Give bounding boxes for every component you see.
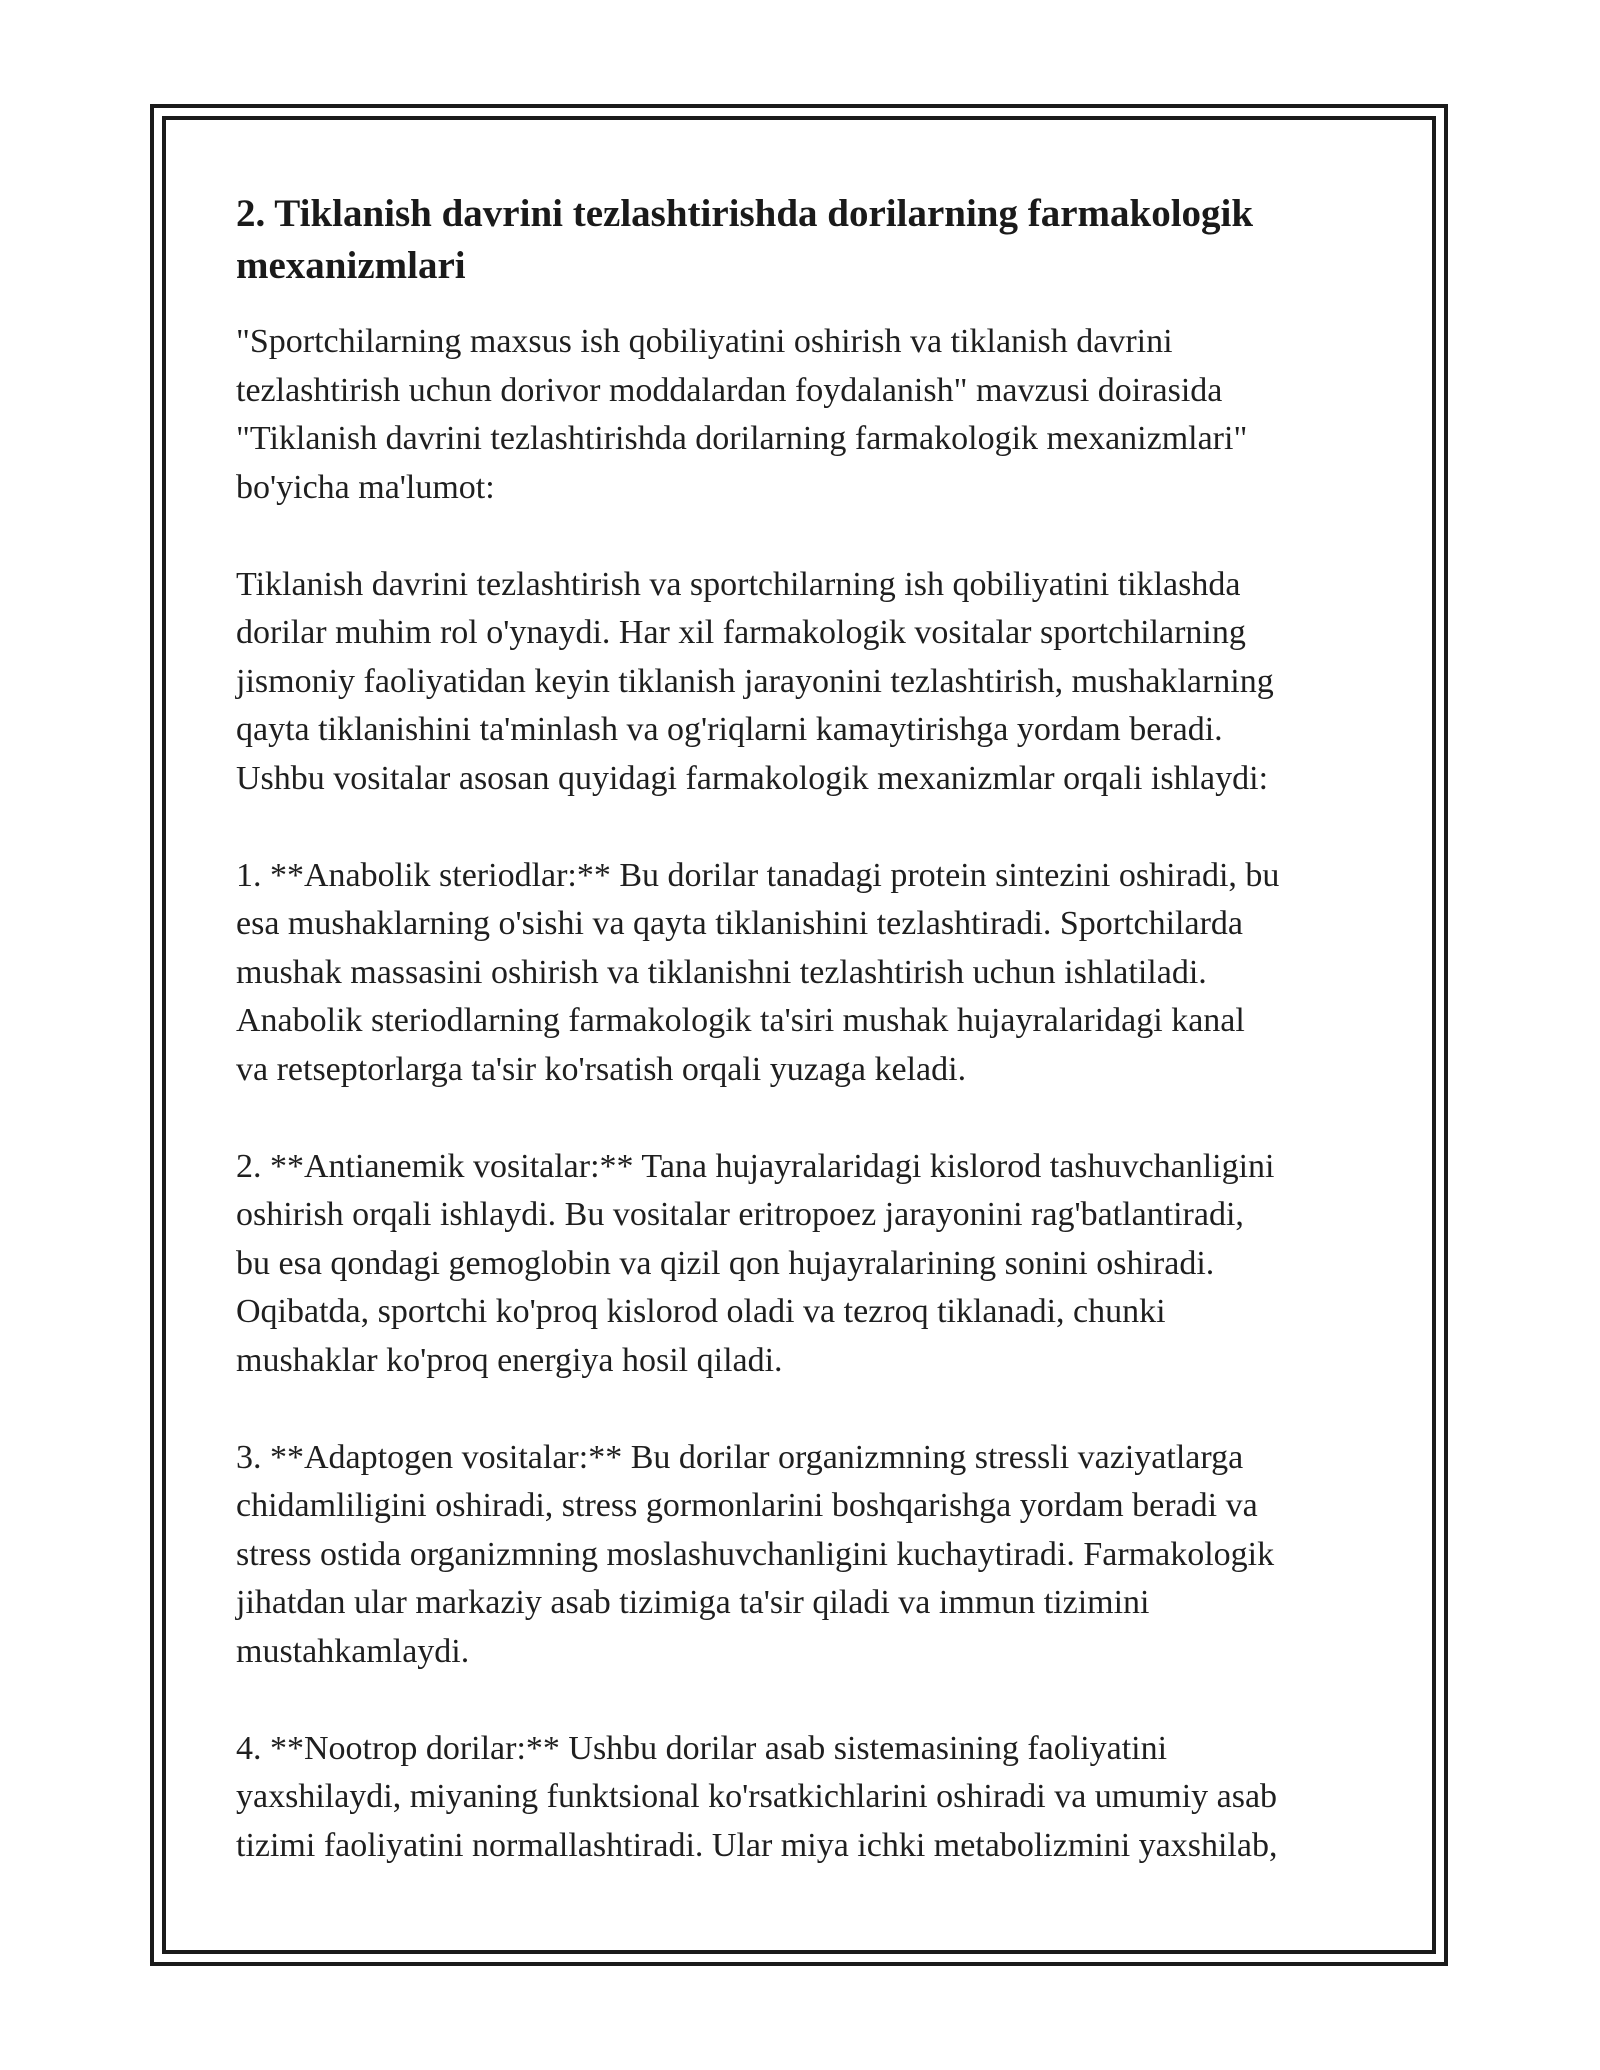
section-heading bbox=[236, 188, 1376, 292]
text-line: mustahkamlaydi. bbox=[236, 1632, 470, 1670]
heading-line: 2. Tiklanish davrini tezlashtirishda dorilarning farmakologik bbox=[236, 192, 1254, 235]
text-line: jihatdan ular markaziy asab tizimiga ta'sir qiladi va immun tizimini bbox=[236, 1584, 1150, 1621]
text-line: 3. **Adaptogen vositalar:** Bu dorilar organizmning stressli vaziyatlarga bbox=[236, 1438, 1244, 1476]
text-line: qayta tiklanishini ta'minlash va og'riqlarni kamaytirishga yordam beradi. bbox=[236, 711, 1223, 748]
document-body bbox=[236, 188, 1376, 1919]
list-item-adaptogen bbox=[236, 1434, 1376, 1677]
text-line: Ushbu vositalar asosan quyidagi farmakologik mexanizmlar orqali ishlaydi: bbox=[236, 759, 1269, 797]
text-line: mushaklar ko'proq energiya hosil qiladi. bbox=[236, 1341, 783, 1379]
text-line: Anabolik steriodlarning farmakologik ta'siri mushak hujayralaridagi kanal bbox=[236, 1002, 1245, 1039]
text-line: 4. **Nootrop dorilar:** Ushbu dorilar asab sistemasining faoliyatini bbox=[236, 1729, 1168, 1767]
text-line: oshirish orqali ishlaydi. Bu vositalar eritropoez jarayonini rag'batlantiradi, bbox=[236, 1196, 1244, 1233]
text-line: jismoniy faoliyatidan keyin tiklanish jarayonini tezlashtirish, mushaklarning bbox=[236, 662, 1274, 700]
text-line: Tiklanish davrini tezlashtirish va sportchilarning ish qobiliyatini tiklashda bbox=[236, 565, 1241, 603]
text-line: chidamliligini oshiradi, stress gormonlarini boshqarishga yordam beradi va bbox=[236, 1487, 1258, 1524]
text-line: esa mushaklarning o'sishi va qayta tiklanishini tezlashtiradi. Sportchilarda bbox=[236, 905, 1244, 942]
text-line: Oqibatda, sportchi ko'proq kislorod oladi va tezroq tiklanadi, chunki bbox=[236, 1293, 1166, 1330]
list-item-antianemic bbox=[236, 1143, 1376, 1386]
text-line: stress ostida organizmning moslashuvchanligini kuchaytiradi. Farmakologik bbox=[236, 1535, 1275, 1573]
text-line: tizimi faoliyatini normallashtiradi. Ular miya ichki metabolizmini yaxshilab, bbox=[236, 1826, 1278, 1864]
text-line: dorilar muhim rol o'ynaydi. Har xil farmakologik vositalar sportchilarning bbox=[236, 614, 1246, 651]
text-line: yaxshilaydi, miyaning funktsional ko'rsatkichlarini oshiradi va umumiy asab bbox=[236, 1778, 1278, 1815]
list-item-nootropic bbox=[236, 1725, 1376, 1871]
heading-line: mexanizmlari bbox=[236, 244, 466, 287]
text-line: "Sportchilarning maxsus ish qobiliyatini oshirish va tiklanish davrini bbox=[236, 323, 1173, 360]
overview-paragraph bbox=[236, 561, 1376, 804]
text-line: mushak massasini oshirish va tiklanishni tezlashtirish uchun ishlatiladi. bbox=[236, 953, 1207, 991]
text-line: "Tiklanish davrini tezlashtirishda dorilarning farmakologik mexanizmlari" bbox=[236, 420, 1248, 457]
text-line: tezlashtirish uchun dorivor moddalardan foydalanish" mavzusi doirasida bbox=[236, 371, 1223, 409]
text-line: va retseptorlarga ta'sir ko'rsatish orqali yuzaga keladi. bbox=[236, 1050, 967, 1088]
list-item-anabolic bbox=[236, 852, 1376, 1095]
text-line: 2. **Antianemik vositalar:** Tana hujayralaridagi kislorod tashuvchanligini bbox=[236, 1147, 1275, 1185]
text-line: bu esa qondagi gemoglobin va qizil qon hujayralarining sonini oshiradi. bbox=[236, 1244, 1215, 1282]
text-line: 1. **Anabolik steriodlar:** Bu dorilar tanadagi protein sintezini oshiradi, bu bbox=[236, 856, 1280, 894]
text-line: bo'yicha ma'lumot: bbox=[236, 468, 495, 506]
intro-paragraph bbox=[236, 318, 1376, 512]
